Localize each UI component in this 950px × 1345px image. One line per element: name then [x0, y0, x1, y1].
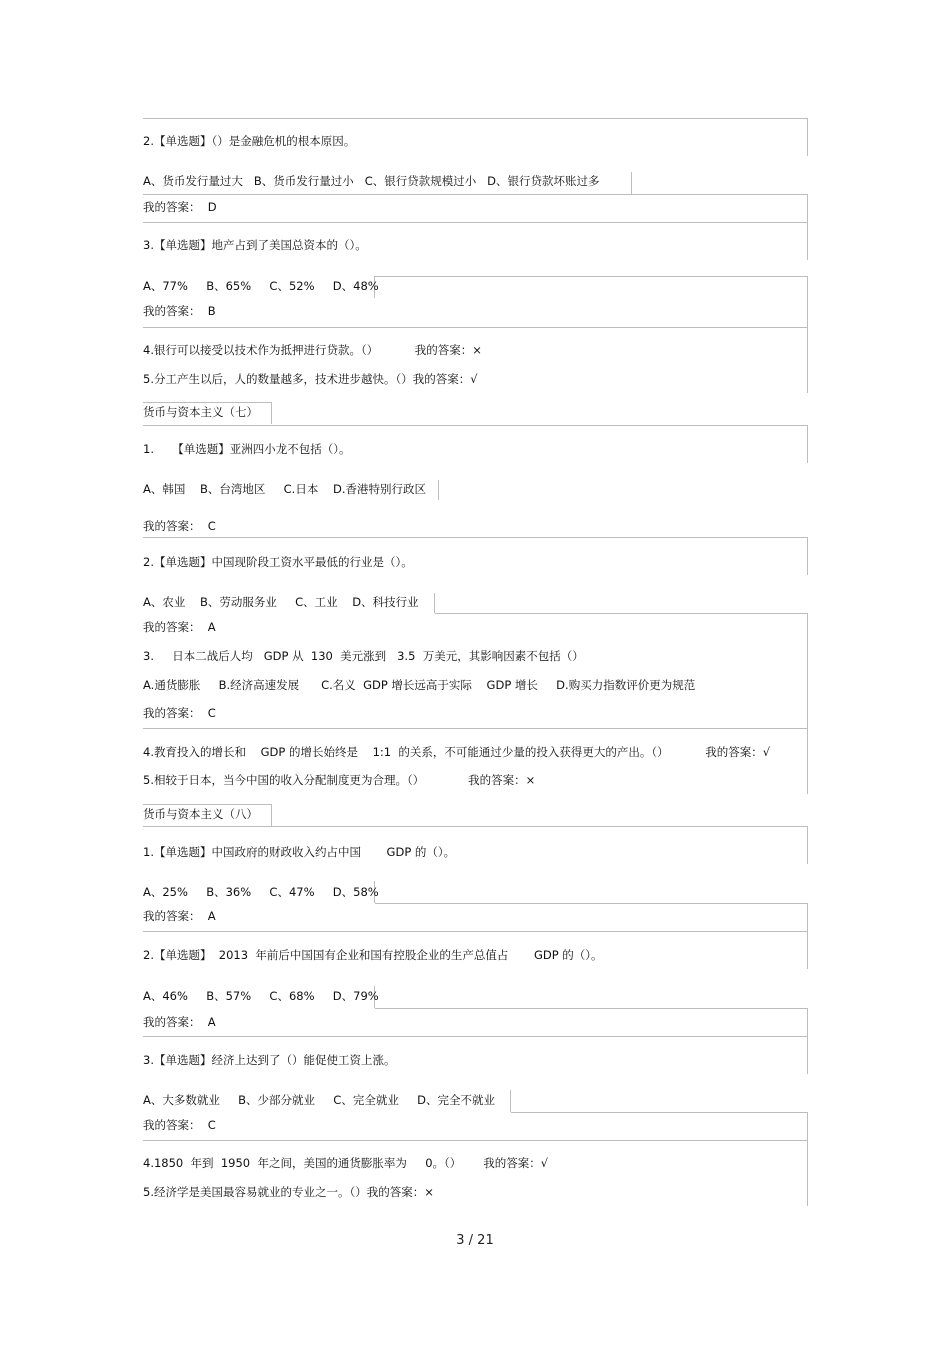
table-rule: [807, 1140, 808, 1206]
table-rule: [143, 931, 808, 932]
s8-question-4-judgement: 4.1850 年到 1950 年之间，美国的通货膨胀率为 0。（） 我的答案：√: [143, 1156, 549, 1170]
question-2-stem: 2.【单选题】（）是金融危机的根本原因。: [143, 134, 356, 148]
s8-question-5-judgement: 5.经济学是美国最容易就业的专业之一。（）我的答案：×: [143, 1185, 434, 1199]
s7-question-1-answer: 我的答案： C: [143, 519, 216, 533]
s8-question-1-options: A、25% B、36% C、47% D、58%: [143, 885, 379, 899]
s8-question-3-answer: 我的答案： C: [143, 1118, 216, 1132]
table-rule: [143, 118, 808, 119]
table-rule: [438, 480, 439, 500]
question-3-answer: 我的答案： B: [143, 304, 216, 318]
table-rule: [807, 903, 808, 931]
s8-question-1-answer: 我的答案： A: [143, 909, 216, 923]
table-rule: [375, 276, 808, 277]
table-rule: [143, 327, 808, 328]
table-rule: [807, 537, 808, 575]
s8-question-3-stem: 3.【单选题】经济上达到了（）能促使工资上涨。: [143, 1053, 396, 1067]
section-heading-7: 货币与资本主义（七）: [143, 405, 258, 419]
table-rule: [807, 222, 808, 260]
table-rule: [807, 194, 808, 222]
table-rule: [807, 1036, 808, 1074]
s7-question-2-answer: 我的答案： A: [143, 620, 216, 634]
s7-question-2-options: A、农业 B、劳动服务业 C、工业 D、科技行业: [143, 595, 419, 609]
table-rule: [143, 804, 271, 805]
table-rule: [435, 613, 808, 614]
table-rule: [375, 1008, 808, 1009]
table-rule: [143, 1140, 808, 1141]
table-rule: [807, 1112, 808, 1140]
table-rule: [807, 931, 808, 969]
s7-question-3-stem: 3. 日本二战后人均 GDP 从 130 美元涨到 3.5 万美元，其影响因素不包括（）: [143, 649, 584, 663]
table-rule: [807, 118, 808, 156]
table-rule: [807, 728, 808, 794]
question-4-judgement: 4.银行可以接受以技术作为抵押进行贷款。（） 我的答案：×: [143, 343, 482, 357]
table-rule: [143, 728, 808, 729]
table-rule: [375, 903, 808, 904]
table-rule: [807, 826, 808, 864]
table-rule: [271, 402, 272, 424]
table-rule: [143, 425, 808, 426]
table-rule: [143, 826, 808, 827]
s7-question-1-stem: 1. 【单选题】亚洲四小龙不包括（）。: [143, 442, 351, 456]
table-rule: [271, 804, 272, 826]
table-rule: [143, 402, 271, 403]
s7-question-3-options: A.通货膨胀 B.经济高速发展 C.名义 GDP 增长远高于实际 GDP 增长 D.购买力指数评价更为规范: [143, 678, 696, 692]
table-rule: [143, 1036, 808, 1037]
table-rule: [807, 327, 808, 393]
table-rule: [511, 1112, 808, 1113]
question-5-judgement: 5.分工产生以后，人的数量越多，技术进步越快。（）我的答案：√: [143, 372, 478, 386]
s8-question-1-stem: 1.【单选题】中国政府的财政收入约占中国 GDP 的（）。: [143, 845, 456, 859]
table-rule: [434, 593, 435, 613]
s8-question-2-stem: 2.【单选题】 2013 年前后中国国有企业和国有控股企业的生产总值占 GDP 的（）。: [143, 948, 603, 962]
table-rule: [807, 276, 808, 328]
table-rule: [807, 425, 808, 463]
s7-question-4-judgement: 4.教育投入的增长和 GDP 的增长始终是 1:1 的关系，不可能通过少量的投入获得更大的产出。（） 我的答案：√: [143, 745, 771, 759]
s7-question-5-judgement: 5.相较于日本，当今中国的收入分配制度更为合理。（） 我的答案：×: [143, 773, 536, 787]
question-2-answer: 我的答案： D: [143, 200, 217, 214]
s7-question-3-answer: 我的答案： C: [143, 706, 216, 720]
question-3-stem: 3.【单选题】地产占到了美国总资本的（）。: [143, 238, 367, 252]
s7-question-1-options: A、韩国 B、台湾地区 C.日本 D.香港特别行政区: [143, 482, 426, 496]
s8-question-2-answer: 我的答案： A: [143, 1015, 216, 1029]
table-rule: [143, 537, 808, 538]
question-3-options: A、77% B、65% C、52% D、48%: [143, 279, 379, 293]
table-rule: [807, 613, 808, 728]
s8-question-3-options: A、大多数就业 B、少部分就业 C、完全就业 D、完全不就业: [143, 1093, 495, 1107]
question-2-options: A、货币发行量过大 B、货币发行量过小 C、银行贷款规模过小 D、银行贷款坏账过多: [143, 174, 600, 188]
s7-question-2-stem: 2.【单选题】中国现阶段工资水平最低的行业是（）。: [143, 555, 413, 569]
table-rule: [143, 194, 808, 195]
section-heading-8: 货币与资本主义（八）: [143, 807, 258, 821]
page-number: 3 / 21: [456, 1233, 494, 1248]
table-rule: [510, 1090, 511, 1112]
table-rule: [807, 1008, 808, 1036]
table-rule: [631, 172, 632, 194]
table-rule: [143, 222, 808, 223]
s8-question-2-options: A、46% B、57% C、68% D、79%: [143, 989, 379, 1003]
